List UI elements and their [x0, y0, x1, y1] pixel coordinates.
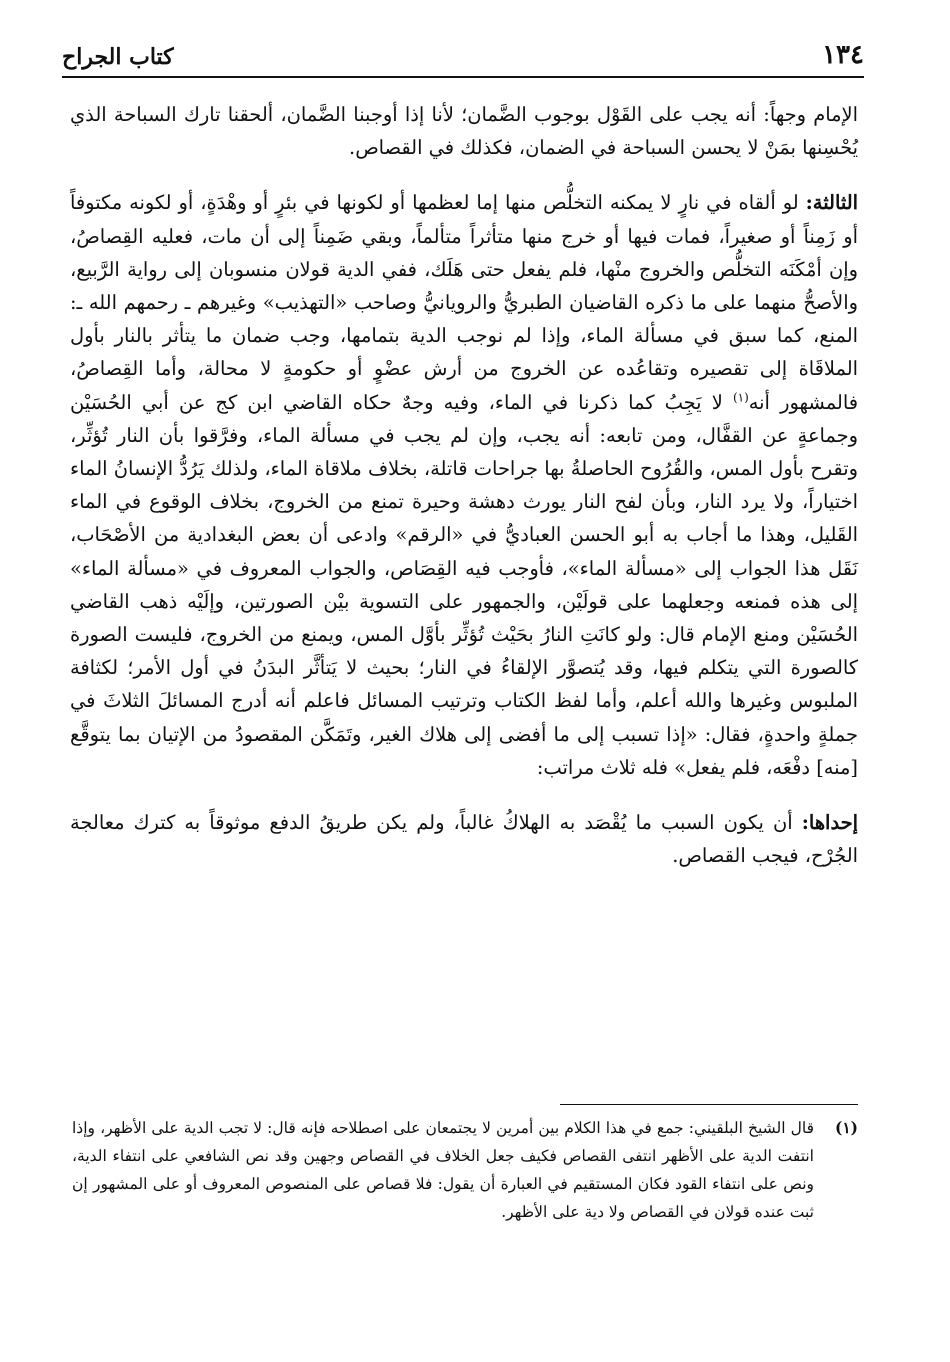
page-number: ١٣٤	[822, 40, 864, 70]
paragraph-2-text-b: لا يَجِبُ كما ذكرنا في الماء، وفيه وجهٌ حكاه القاضي ابن كج عن أبي الحُسَيْن وجماعةٍ عن القفَّال، ومن تابعه: أنه يجب، وإن لم يجب في مسألة الماء، وفرَّقوا بأن النار تُؤثِّر، وتقرح بأول المس، والقُرُوح الحاصلةُ بها جراحات قاتلة، بخلاف ملاقاة الماء، ولذلك يَرُدُّ الإنسانُ الماء اختياراً، ولا يرد النار، وبأن لفح النار يورث دهشة وحيرة تمنع من الخروج، بخلاف الوقوع في الماء القَليل، وهذا ما أجاب به أبو الحسن العباديُّ في «الرقم» وادعى أن بعض البغدادية من الأصْحَاب، نَقَل هذا الجواب إلى «مسألة الماء»، فأوجب فيه القِصَاص، والجواب المعروف في «مسألة الماء» إلى هذه فمنعه وجعلهما على قولَيْن، والجمهور على التسوية بيْن الصورتين، وإلَيْه ذهب القاضي الحُسَيْن ومنع الإمام قال: ولو كانَتِ النارُ بحَيْث تُؤثِّر بأوَّل المس، ويمنع من الخروج، فليست الصورة كالصورة التي يتكلم فيها، وقد يُتصوَّر الإلقاءُ في النار؛ بحيث لا يَتأثَّر البدَنُ في أول الأمر؛ لكثافة الملبوس وغيرها والله أعلم، وأما لفظ الكتاب وترتيب المسائل فاعلم أنه أدرج المسائلَ الثلاثَ في جملةٍ واحدةٍ، فقال: «إذا تسبب إلى ما أفضى إلى هلاك الغير، وتَمَكَّن المقصودُ من الإتيان بما يتوقَّع [منه] دفْعَه، فلم يفعل» فله ثلاث مراتب:	[70, 390, 858, 779]
footnote	[72, 1114, 858, 1226]
footnote-separator	[560, 1104, 858, 1105]
paragraph-2-lead: الثالثة:	[805, 191, 859, 215]
paragraph-3-text: أن يكون السبب ما يُقْصَد به الهلاكُ غالباً، ولم يكن طريقُ الدفع موثوقاً به كترك معالجة الجُرْح، فيجب القصاص.	[70, 811, 858, 868]
book-title: كتاب الجراح	[62, 44, 174, 70]
paragraph-1: الإمام وجهاً: أنه يجب على القَوْل بوجوب الضَّمان؛ لأنا إذا أوجبنا الضَّمان، ألحقنا تارك السباحة الذي يُحْسِنها بمَنْ لا يحسن السباحة في الضمان، فكذلك في القصاص.	[70, 103, 858, 160]
main-text	[70, 98, 858, 872]
footnote-text: قال الشيخ البلقيني: جمع في هذا الكلام بين أمرين لا يجتمعان على اصطلاحه فإنه قال: لا تجب الدية على الأظهر، وإذا انتفت الدية على الأظهر انتفى القصاص فكيف جعل الخلاف في القصاص وجهين وقد نص الشافعي على انتفاء الدية، ونص على انتفاء القود فكان المستقيم في العبارة أن يقول: فلا قصاص على المنصوص المعروف أو على المشهور إن ثبت عنده قولان في القصاص ولا دية على الأظهر.	[72, 1119, 814, 1221]
footnote-marker: (١)	[732, 390, 749, 405]
paragraph-3	[70, 806, 858, 872]
paragraph-2	[70, 186, 858, 784]
page-header	[62, 34, 864, 78]
paragraph-2-text-a: لو ألقاه في نارٍ لا يمكنه التخلُّص منها إما لعظمها أو لكونها في بئرٍ أو وهْدَةٍ، أو لكونه مكتوفاً أو زَمِناً أو صغيراً، فمات فيها أو خرج منها متأثراً متألماً، وبقي ضَمِناً إلى أن مات، فعليه القِصاصُ، وإن أمْكَنَه التخلُّص والخروج منْها، فلم يفعل حتى هَلَك، ففي الدية قولان منسوبان إلى رواية الرَّبيع، والأصحُّ منهما على ما ذكره القاضيان الطبريُّ والرويانيُّ وصاحب «التهذيب» وغيرهم ـ رحمهم الله ـ: المنع، كما سبق في مسألة الماء، وإذا لم نوجب الدية بتمامها، وجب ضمان ما يتأثر بالنار بأول الملاقَاة إلى تقصيره وتقاعُده عن الخروج من أرش عضْوٍ أو حكومةٍ لا محالة، وأما القِصاصُ، فالمشهور أنه	[70, 191, 859, 414]
footnote-number: (١)	[834, 1118, 858, 1137]
paragraph-3-lead: إحداها:	[801, 811, 858, 835]
